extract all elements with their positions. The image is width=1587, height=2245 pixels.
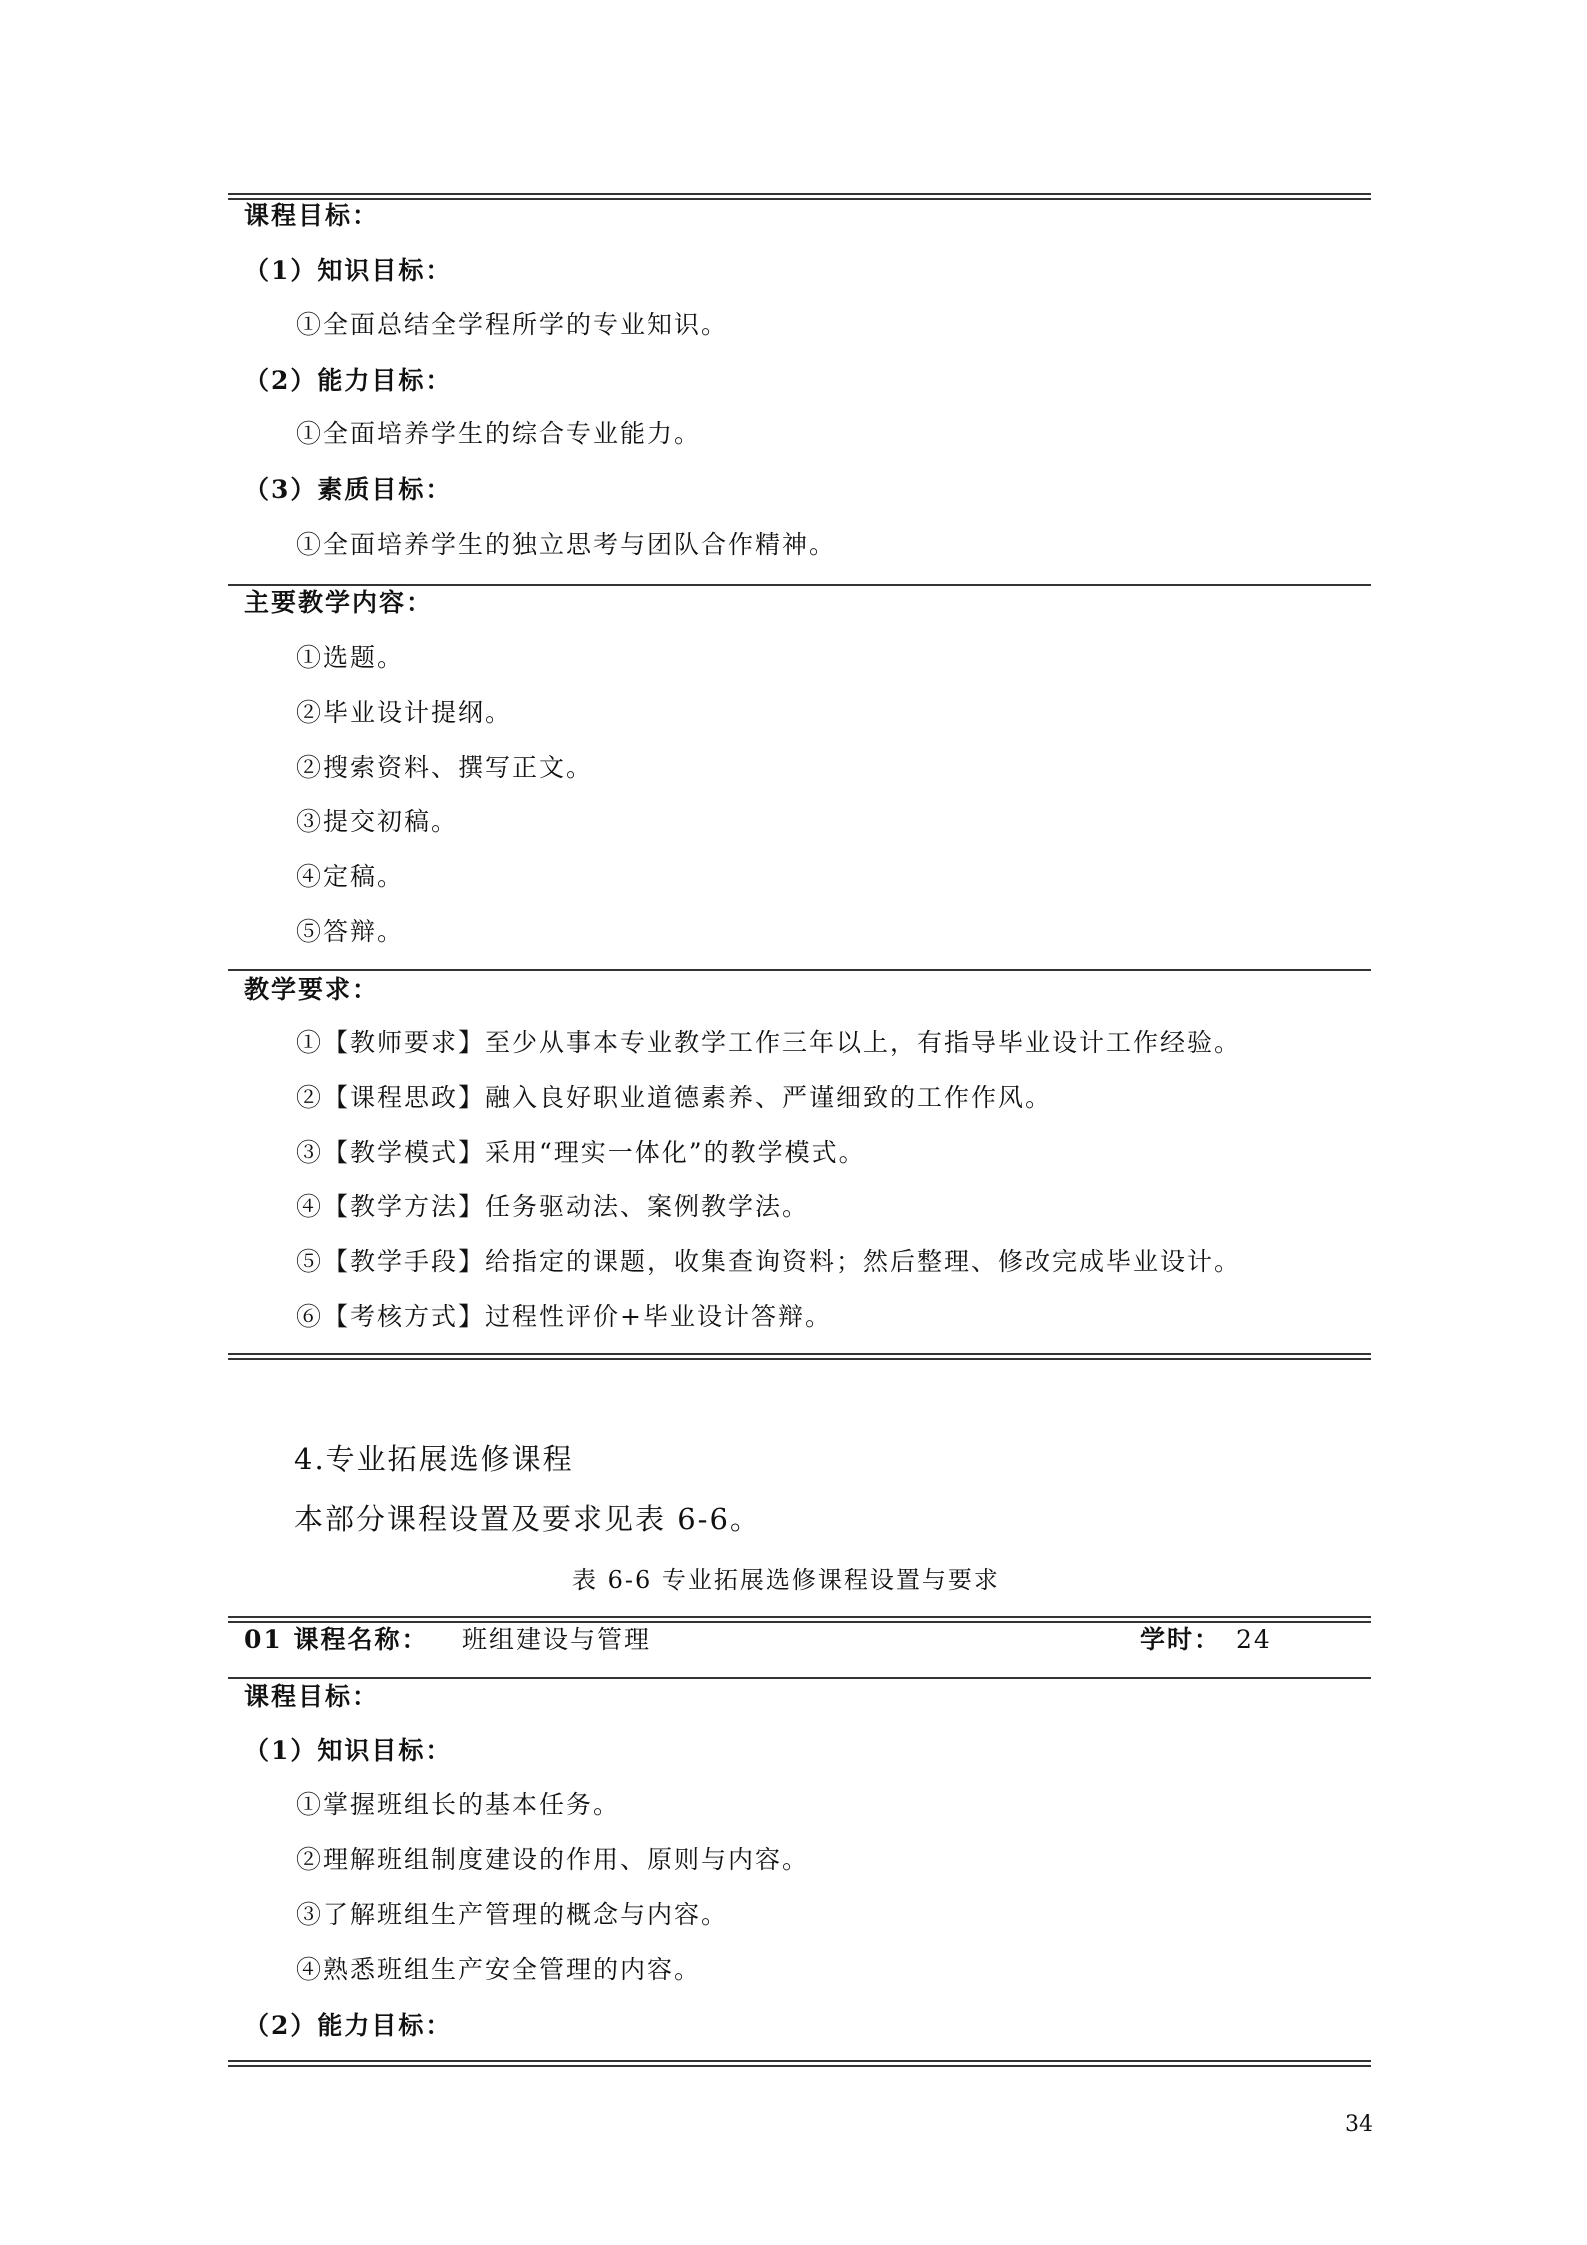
list-item: ①全面培养学生的独立思考与团队合作精神。 bbox=[296, 530, 837, 559]
ability-label: （2）能力目标： bbox=[244, 366, 453, 395]
page-number: 34 bbox=[1345, 2112, 1373, 2137]
list-item: ①全面总结全学程所学的专业知识。 bbox=[296, 310, 729, 339]
list-item: ④【教学方法】任务驱动法、案例教学法。 bbox=[296, 1192, 810, 1221]
row-divider bbox=[228, 584, 1371, 586]
list-item: ①掌握班组长的基本任务。 bbox=[296, 1790, 621, 1819]
list-item: ⑥【考核方式】过程性评价+毕业设计答辩。 bbox=[296, 1302, 832, 1331]
list-item: ⑤答辩。 bbox=[296, 917, 405, 946]
list-item: ③提交初稿。 bbox=[296, 807, 459, 836]
course-name-label: 01 课程名称： bbox=[244, 1625, 429, 1654]
list-item: ⑤【教学手段】给指定的课题，收集查询资料；然后整理、修改完成毕业设计。 bbox=[296, 1247, 1242, 1276]
hours-label: 学时： bbox=[1140, 1625, 1222, 1654]
course-name: 班组建设与管理 bbox=[462, 1625, 652, 1654]
row-divider bbox=[228, 969, 1371, 971]
list-item: ④熟悉班组生产安全管理的内容。 bbox=[296, 1955, 702, 1984]
section-intro: 本部分课程设置及要求见表 6-6。 bbox=[294, 1502, 761, 1536]
knowledge-label: （1）知识目标： bbox=[244, 1736, 453, 1765]
knowledge-label: （1）知识目标： bbox=[244, 256, 453, 285]
section-heading: 4.专业拓展选修课程 bbox=[294, 1442, 574, 1476]
list-item: ①选题。 bbox=[296, 643, 405, 672]
requirements-label: 教学要求： bbox=[244, 975, 380, 1004]
list-item: ②理解班组制度建设的作用、原则与内容。 bbox=[296, 1845, 810, 1874]
list-item: ①【教师要求】至少从事本专业教学工作三年以上，有指导毕业设计工作经验。 bbox=[296, 1028, 1242, 1057]
list-item: ③了解班组生产管理的概念与内容。 bbox=[296, 1900, 729, 1929]
ability-label: （2）能力目标： bbox=[244, 2011, 453, 2040]
table-caption: 表 6-6 专业拓展选修课程设置与要求 bbox=[572, 1566, 1000, 1594]
list-item: ②搜索资料、撰写正文。 bbox=[296, 753, 594, 782]
table-bottom-rule bbox=[228, 1353, 1371, 1360]
row-divider bbox=[228, 1677, 1371, 1679]
quality-label: （3）素质目标： bbox=[244, 475, 453, 504]
table-bottom-rule bbox=[228, 2060, 1371, 2067]
list-item: ④定稿。 bbox=[296, 862, 405, 891]
list-item: ②毕业设计提纲。 bbox=[296, 698, 513, 727]
goals-label: 课程目标： bbox=[244, 201, 380, 230]
content-label: 主要教学内容： bbox=[244, 588, 434, 617]
list-item: ①全面培养学生的综合专业能力。 bbox=[296, 419, 702, 448]
list-item: ②【课程思政】融入良好职业道德素养、严谨细致的工作作风。 bbox=[296, 1083, 1053, 1112]
hours-value: 24 bbox=[1236, 1625, 1272, 1654]
table-top-rule bbox=[228, 1616, 1371, 1623]
goals-label: 课程目标： bbox=[244, 1682, 380, 1711]
list-item: ③【教学模式】采用“理实一体化”的教学模式。 bbox=[296, 1138, 866, 1167]
table-top-rule bbox=[228, 193, 1371, 200]
